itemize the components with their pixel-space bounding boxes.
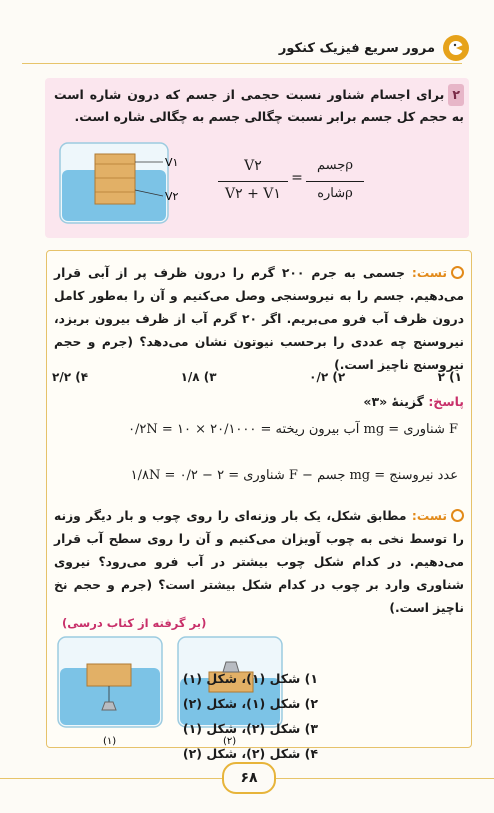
test1-option-4[interactable]: ۴) ۲/۲ <box>52 370 89 384</box>
test2-text: مطابق شکل، یک بار وزنه‌ای را روی چوب و بار دیگر وزنه را توسط نخی به چوب آویزان می‌کنیم و آن را روی سطح آب قرار می‌دهیم. در کدام شکل چوب بیشتر در آب فرو می‌رود؟ نیروی شناوری وارد بر چوب در کدام شکل بیشتر است؟ (جرم و حجم نخ ناچیز است.) <box>54 509 464 615</box>
test2-label: تست: <box>411 509 447 523</box>
test1-option-2[interactable]: ۲) ۰/۲ <box>309 370 346 384</box>
test1-option-1[interactable]: ۱) ۲ <box>437 370 462 384</box>
test2-option-4[interactable]: ۴) شکل (۲)، شکل (۲) <box>182 746 318 761</box>
v1-label: V۱ <box>165 156 179 169</box>
formula-right-den: ρشاره <box>317 186 353 201</box>
equals-sign: = <box>291 170 303 186</box>
test1-label: تست: <box>411 266 447 280</box>
header-divider <box>22 63 462 64</box>
formula-left-num: V۲ <box>244 158 262 174</box>
test2-option-3[interactable]: ۳) شکل (۲)، شکل (۱) <box>182 721 318 736</box>
test2-question <box>54 505 464 620</box>
book-logo-icon <box>443 35 469 61</box>
test1-text: جسمی به جرم ۲۰۰ گرم را درون ظرف پر از آبی قرار می‌دهیم. جسم را به نیروسنجی وصل می‌کنیم و آن را به‌طور کامل درون ظرف آب فرو می‌بریم. اگر ۲۰ گرم آب از ظرف بیرون بریزد، نیروسنج چه عددی را برحسب نیوتون نشان می‌دهد؟ (جرم و حجم نیروسنج ناچیز است.) <box>54 266 465 372</box>
test1-equation-2: عدد نیروسنج = mg جسم − F شناوری = ۲ − ۰/۲ = ۱/۸N <box>130 468 458 483</box>
formula-left-bar <box>218 181 288 182</box>
test1-question <box>54 262 464 377</box>
test-icon <box>451 266 464 279</box>
test1-answer <box>363 394 464 409</box>
note-text: برای اجسام شناور نسبت حجمی از جسم که درون شاره است به حجم کل جسم برابر نسبت چگالی جسم به چگالی شاره است. <box>54 87 464 124</box>
test-icon <box>451 509 464 522</box>
test1-options <box>52 370 462 384</box>
answer-value: گزینهٔ «۳» <box>363 394 424 409</box>
formula-right-num: ρجسم <box>317 158 353 173</box>
test2-source-wrap <box>62 612 206 631</box>
floating-block-figure <box>55 140 195 230</box>
test1-option-3[interactable]: ۳) ۱/۸ <box>180 370 217 384</box>
note-text-block <box>54 84 464 128</box>
test2-option-1[interactable]: ۱) شکل (۱)، شکل (۱) <box>182 671 318 686</box>
test1-equation-1: F شناوری = mg آب بیرون ریخته = ۲۰/۱۰۰۰ × ۱۰ = ۰/۲N <box>128 422 458 437</box>
answer-label: پاسخ: <box>428 394 464 409</box>
page-number: ۶۸ <box>222 762 276 794</box>
page-header <box>24 33 469 63</box>
fig2-label: (۲) <box>223 736 237 747</box>
formula-right-bar <box>306 181 364 182</box>
v2-label: V۲ <box>165 190 179 203</box>
test2-option-2[interactable]: ۲) شکل (۱)، شکل (۲) <box>182 696 318 711</box>
test2-options <box>183 666 318 766</box>
note-number: ۲ <box>448 84 464 106</box>
formula-left-den: V۲ + V۱ <box>225 186 281 202</box>
test2-source: (بر گرفته از کتاب درسی) <box>62 616 207 630</box>
figure-1 <box>55 632 165 747</box>
header-title: مرور سریع فیزیک کنکور <box>278 40 435 56</box>
fig1-label: (۱) <box>103 736 117 747</box>
density-formula <box>218 150 368 220</box>
